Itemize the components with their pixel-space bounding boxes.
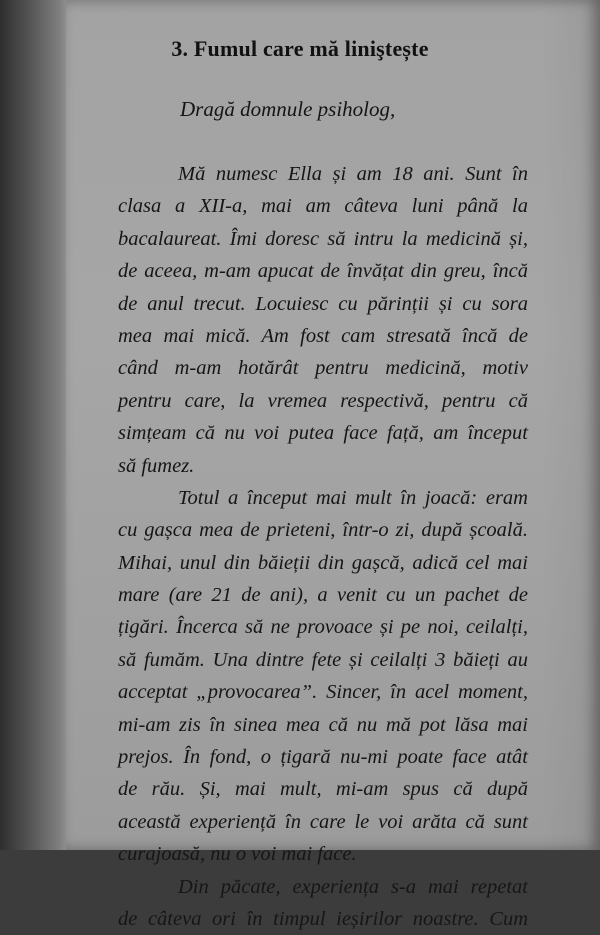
text-line: curajoasă, nu o voi mai face. bbox=[118, 843, 357, 866]
text-line: cu gașca mea de prieteni, într-o zi, după școală. bbox=[118, 519, 528, 542]
text-line: simțeam că nu voi putea face față, am început bbox=[118, 422, 528, 445]
text-line: mi-am zis în sinea mea că nu mă pot lăsa mai bbox=[118, 713, 528, 736]
text-line: țigări. Încerca să ne provoace și pe noi, ceilalți, bbox=[118, 616, 528, 639]
text-line: Din păcate, experiența s-a mai repetat bbox=[178, 875, 528, 898]
chapter-title: 3. Fumul care mă liniştește bbox=[171, 36, 429, 61]
text-line: clasa a XII-a, mai am câteva luni până la bbox=[118, 195, 528, 218]
text-line: prejos. În fond, o țigară nu-mi poate face atât bbox=[118, 746, 528, 769]
text-line: Mihai, unul din băieții din gașcă, adică cel mai bbox=[118, 551, 528, 574]
text-line: pentru care, la vremea respectivă, pentru că bbox=[118, 389, 528, 412]
text-line: când m-am hotărât pentru medicină, motiv bbox=[118, 357, 528, 380]
text-line: această experiență în care le voi arăta că sunt bbox=[118, 810, 528, 833]
letter-body bbox=[118, 158, 528, 935]
text-line: mare (are 21 de ani), a venit cu un pachet de bbox=[118, 584, 528, 607]
text-line: bacalaureat. Îmi doresc să intru la medicină și, bbox=[118, 227, 528, 250]
letter-salutation: Dragă domnule psiholog, bbox=[180, 97, 396, 121]
text-line: să fumez. bbox=[118, 454, 195, 477]
text-line: de anul trecut. Locuiesc cu părinții și cu sora bbox=[118, 292, 528, 315]
text-line: acceptat „provocarea”. Sincer, în acel moment, bbox=[118, 681, 528, 704]
text-line: de câteva ori în timpul ieșirilor noastre. Cum bbox=[118, 907, 528, 930]
text-line: Totul a început mai mult în joacă: eram bbox=[178, 486, 528, 509]
text-line: Mă numesc Ella și am 18 ani. Sunt în bbox=[178, 163, 528, 185]
text-line: mea mai mică. Am fost cam stresată încă de bbox=[118, 324, 528, 347]
text-line: să fumăm. Una dintre fete și ceilalți 3 băieți au bbox=[118, 648, 528, 671]
text-line: de aceea, m-am apucat de învățat din greu, încă bbox=[118, 260, 528, 283]
text-line: de rău. Și, mai mult, mi-am spus că după bbox=[118, 778, 528, 801]
